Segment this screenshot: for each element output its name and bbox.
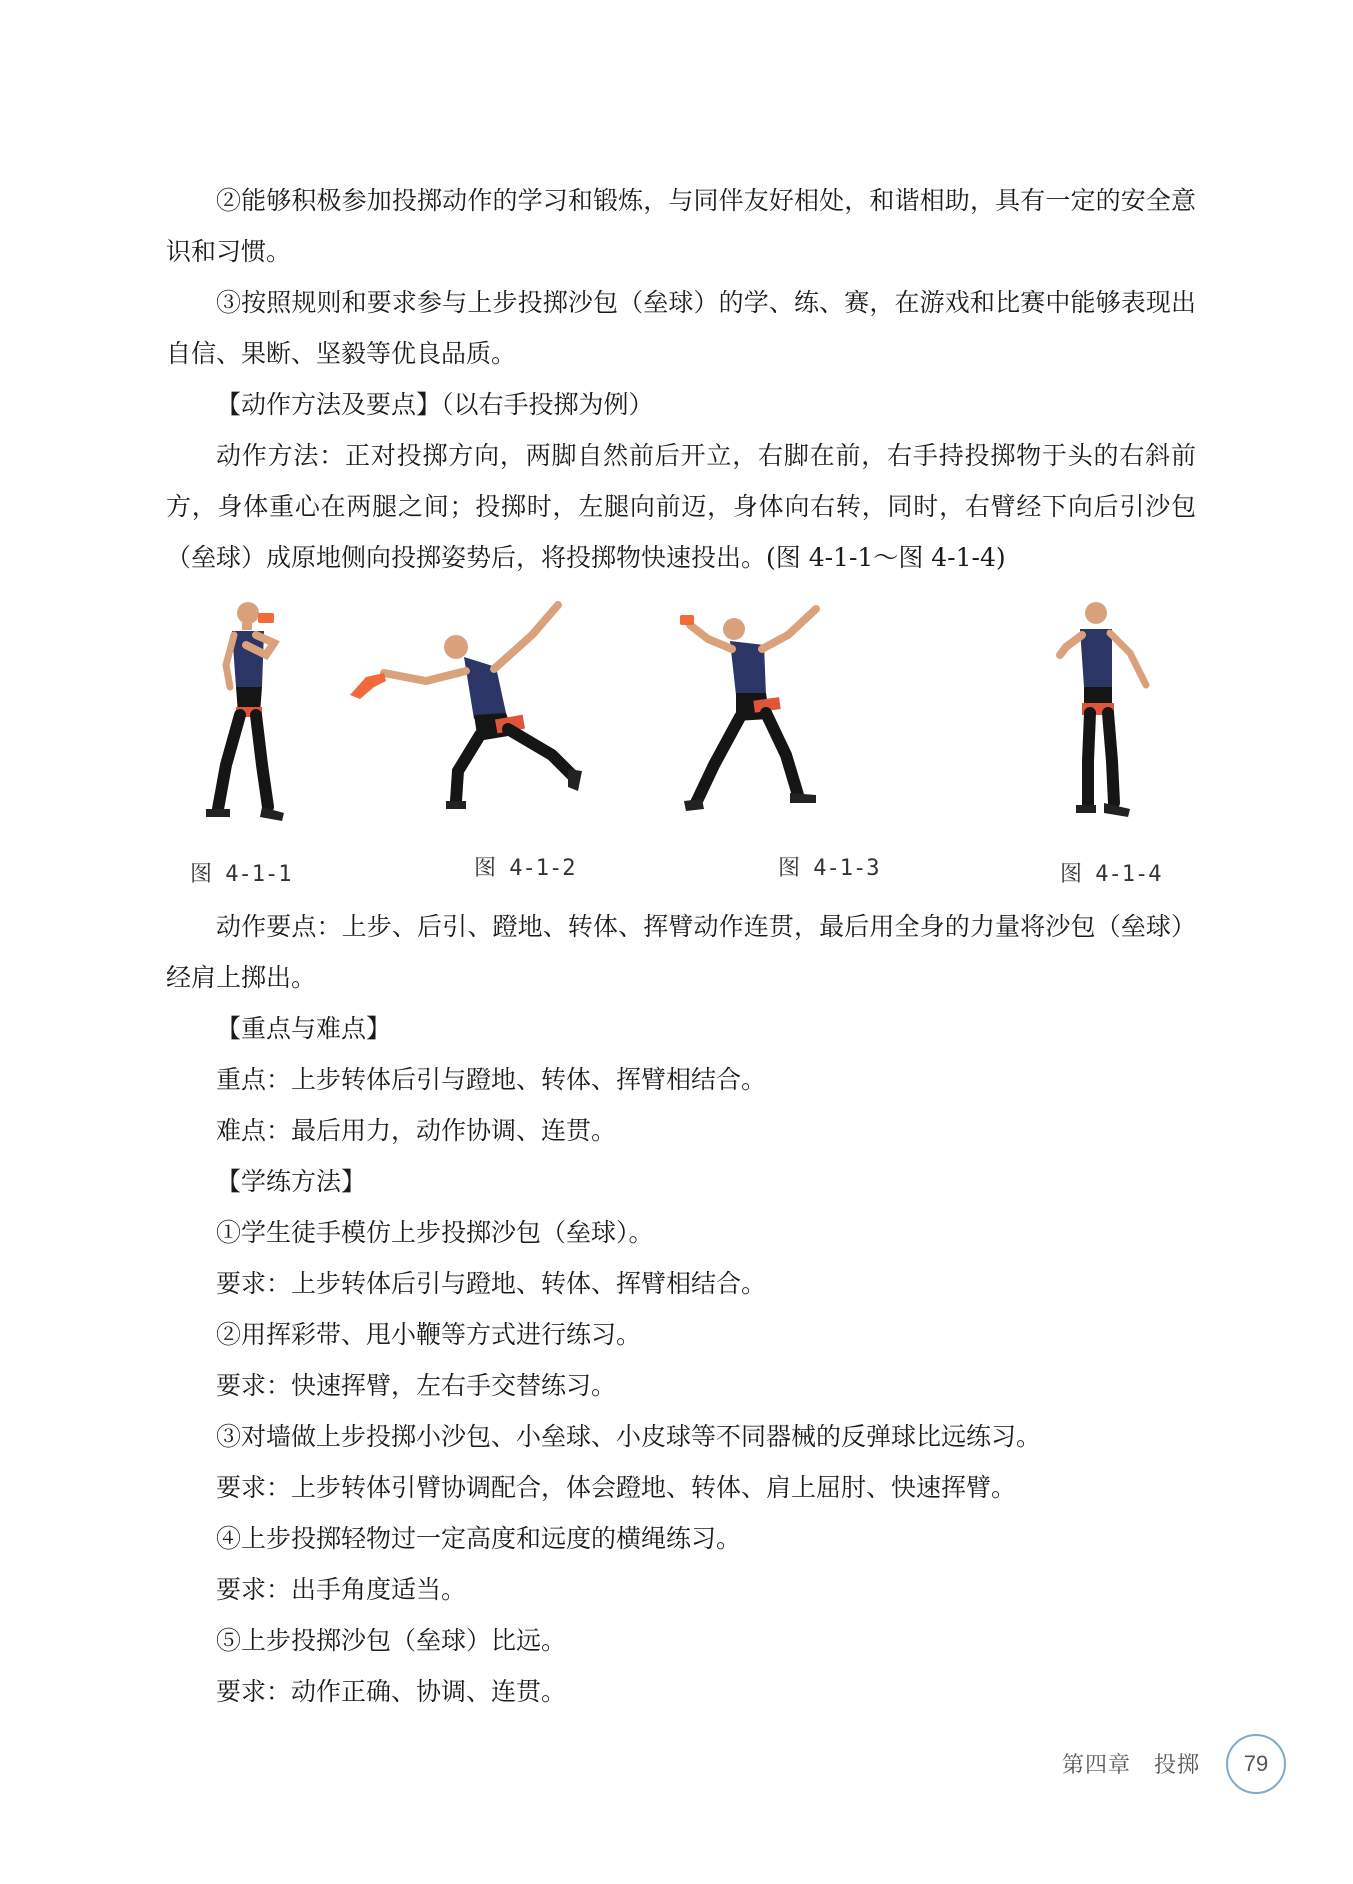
section-heading-focus: 【重点与难点】	[216, 1014, 392, 1043]
figure-row	[166, 595, 1196, 897]
figure-4-1-3	[666, 595, 846, 825]
footer-chapter-title: 第四章 投掷	[1062, 1752, 1201, 1777]
paragraph-focus: 重点：上步转体后引与蹬地、转体、挥臂相结合。	[216, 1065, 767, 1094]
practice-item-4: ④上步投掷轻物过一定高度和远度的横绳练习。	[216, 1524, 742, 1553]
figure-caption-1: 图 4-1-1	[190, 862, 292, 887]
section-heading-practice: 【学练方法】	[216, 1167, 367, 1196]
practice-requirement-2: 要求：快速挥臂，左右手交替练习。	[216, 1371, 617, 1400]
paragraph-method: 动作方法：正对投掷方向，两脚自然前后开立，右脚在前，右手持投掷物于头的右斜前方，身体重心在两腿之间；投掷时，左腿向前迈，身体向右转，同时，右臂经下向后引沙包（垒球）成原地侧向投掷姿势后，将投掷物快速投出。(图 4-1-1～图 4-1-4)	[166, 441, 1196, 572]
paragraph-goal-2: ②能够积极参加投掷动作的学习和锻炼，与同伴友好相处，和谐相助，具有一定的安全意识和习惯。	[166, 186, 1196, 266]
practice-item-5: ⑤上步投掷沙包（垒球）比远。	[216, 1626, 567, 1655]
paragraph-goal-3: ③按照规则和要求参与上步投掷沙包（垒球）的学、练、赛，在游戏和比赛中能够表现出自信、果断、坚毅等优良品质。	[166, 288, 1196, 368]
athlete-throw-pose-icon	[666, 595, 846, 825]
figure-caption-4: 图 4-1-4	[1060, 862, 1162, 887]
page-number	[1226, 1734, 1286, 1794]
section-heading-method: 【动作方法及要点】（以右手投掷为例）	[216, 390, 654, 419]
page-number-text: 79	[1243, 1751, 1269, 1776]
paragraph-difficulty: 难点：最后用力，动作协调、连贯。	[216, 1116, 617, 1145]
figure-4-1-4	[1046, 595, 1156, 835]
athlete-ready-pose-icon	[196, 595, 296, 835]
athlete-pullback-pose-icon	[346, 595, 586, 825]
practice-item-3: ③对墙做上步投掷小沙包、小垒球、小皮球等不同器械的反弹球比远练习。	[216, 1422, 1042, 1451]
practice-requirement-1: 要求：上步转体后引与蹬地、转体、挥臂相结合。	[216, 1269, 767, 1298]
page-content	[166, 175, 1196, 1717]
figure-4-1-1	[196, 595, 296, 835]
figure-caption-3: 图 4-1-3	[778, 856, 880, 881]
paragraph-key-points: 动作要点：上步、后引、蹬地、转体、挥臂动作连贯，最后用全身的力量将沙包（垒球）经肩上掷出。	[166, 912, 1196, 992]
practice-requirement-4: 要求：出手角度适当。	[216, 1575, 467, 1604]
figure-4-1-2	[346, 595, 586, 825]
practice-item-1: ①学生徒手模仿上步投掷沙包（垒球）。	[216, 1218, 654, 1247]
figure-caption-2: 图 4-1-2	[474, 856, 576, 881]
practice-item-2: ②用挥彩带、甩小鞭等方式进行练习。	[216, 1320, 642, 1349]
practice-requirement-3: 要求：上步转体引臂协调配合，体会蹬地、转体、肩上屈肘、快速挥臂。	[216, 1473, 1017, 1502]
practice-requirement-5: 要求：动作正确、协调、连贯。	[216, 1677, 567, 1706]
athlete-followthrough-pose-icon	[1046, 595, 1156, 835]
